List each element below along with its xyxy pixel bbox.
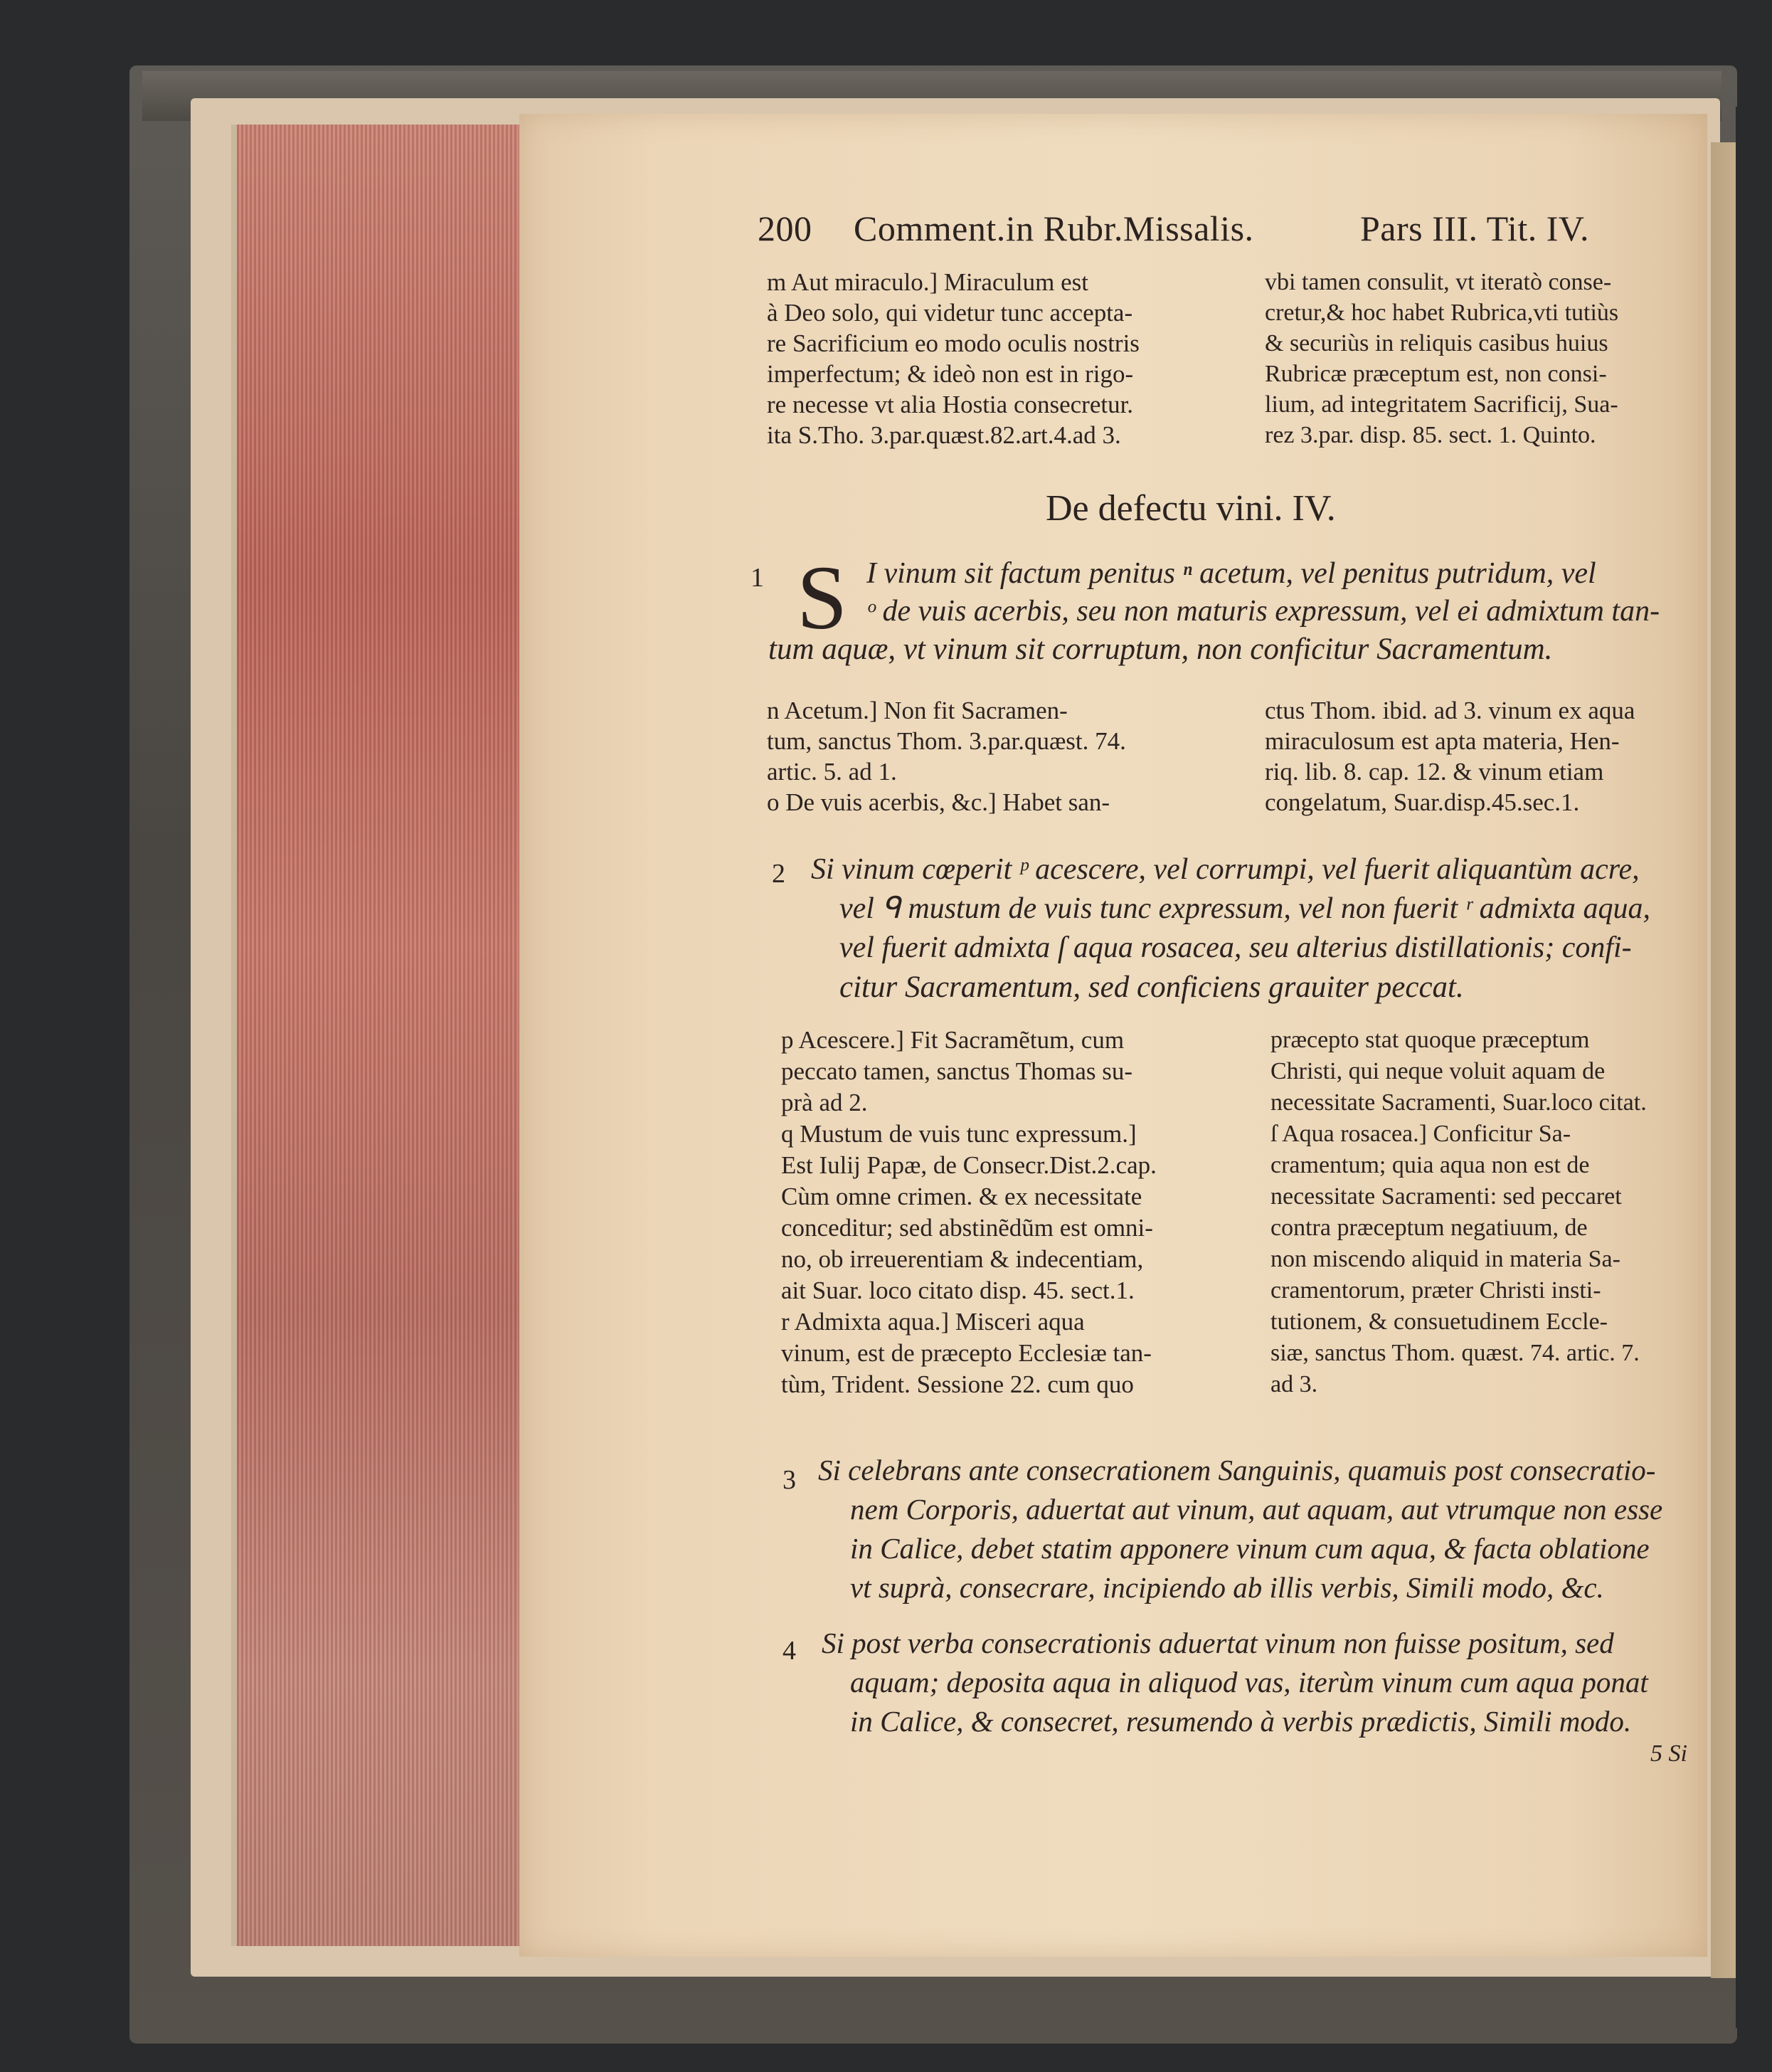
notes-pqrs-right — [1270, 1025, 1647, 1400]
note-line: congelatum, Suar.disp.45.sec.1. — [1265, 788, 1580, 816]
note-line: necessitate Sacramenti: sed peccaret — [1270, 1183, 1622, 1210]
note-line: contra præceptum negatiuum, de — [1270, 1215, 1588, 1241]
note-line: ad 3. — [1270, 1371, 1318, 1397]
note-line: no, ob irreuerentiam & indecentiam, — [781, 1245, 1144, 1273]
notes-m-left — [767, 267, 1140, 450]
note-line: cramentum; quia aqua non est de — [1270, 1152, 1590, 1178]
note-line: cretur,& hoc habet Rubrica,vti tutiùs — [1265, 300, 1619, 326]
note-line: ita S.Tho. 3.par.quæst.82.art.4.ad 3. — [767, 421, 1121, 449]
page-number: 200 — [758, 208, 812, 248]
catchword: 5 Si — [1650, 1740, 1687, 1767]
note-line: tutionem, & consuetudinem Eccle- — [1270, 1309, 1608, 1335]
background-strip — [1736, 107, 1772, 2028]
note-line: p Acescere.] Fit Sacramẽtum, cum — [781, 1026, 1125, 1054]
note-line: miraculosum est apta materia, Hen- — [1265, 727, 1620, 755]
note-line: riq. lib. 8. cap. 12. & vinum etiam — [1265, 758, 1604, 786]
rubric-4-line: aquam; deposita aqua in aliquod vas, iterùm vinum cum aqua ponat — [850, 1666, 1648, 1698]
rubric-number: 1 — [750, 563, 764, 593]
note-line: & securiùs in reliquis casibus huius — [1265, 330, 1608, 356]
note-line: necessitate Sacramenti, Suar.loco citat. — [1270, 1089, 1647, 1116]
rubric-3-line: vt suprà, consecrare, incipiendo ab illis verbis, Simili modo, &c. — [850, 1571, 1604, 1604]
section-label: Pars III. Tit. IV. — [1360, 208, 1590, 248]
rubric-number: 4 — [782, 1636, 796, 1666]
note-line: Est Iulij Papæ, de Consecr.Dist.2.cap. — [781, 1151, 1157, 1179]
note-line: tùm, Trident. Sessione 22. cum quo — [781, 1370, 1134, 1398]
rubric-2-line: vel ᑫ mustum de vuis tunc expressum, vel non fuerit ʳ admixta aqua, — [839, 892, 1650, 925]
note-line: rez 3.par. disp. 85. sect. 1. Quinto. — [1265, 422, 1596, 448]
note-line: conceditur; sed abstinẽdũm est omni- — [781, 1214, 1153, 1242]
section-heading: De defectu vini. IV. — [1046, 488, 1336, 529]
notes-pqrs-left — [781, 1025, 1157, 1400]
note-line: re Sacrificium eo modo oculis nostris — [767, 329, 1140, 357]
note-line: vinum, est de præcepto Ecclesiæ tan- — [781, 1339, 1152, 1367]
rubric-3-line: in Calice, debet statim apponere vinum cum aqua, & facta oblatione — [850, 1532, 1650, 1565]
note-line: r Admixta aqua.] Misceri aqua — [781, 1308, 1085, 1336]
note-line: lium, ad integritatem Sacrificij, Sua- — [1265, 391, 1618, 418]
rubric-2-line: citur Sacramentum, sed conficiens grauiter peccat. — [839, 971, 1464, 1004]
red-page-edges — [231, 125, 554, 1946]
note-line: non miscendo aliquid in materia Sa- — [1270, 1246, 1620, 1272]
note-line: imperfectum; & ideò non est in rigo- — [767, 360, 1134, 388]
rubric-1-line: ᵒ de vuis acerbis, seu non maturis expressum, vel ei admixtum tan- — [866, 595, 1660, 628]
note-line: peccato tamen, sanctus Thomas su- — [781, 1057, 1133, 1085]
note-line: ſ Aqua rosacea.] Conficitur Sa- — [1270, 1121, 1571, 1147]
rubric-4-line: in Calice, & consecret, resumendo à verbis prædictis, Simili modo. — [850, 1705, 1632, 1738]
rubric-2-line: vel fuerit admixta ſ aqua rosacea, seu alterius distillationis; confi- — [839, 931, 1632, 964]
rubric-1-line: I vinum sit factum penitus ⁿ acetum, vel penitus putridum, vel — [866, 557, 1596, 590]
rubric-4-line: Si post verba consecrationis aduertat vinum non fuisse positum, sed — [822, 1627, 1614, 1659]
note-line: o De vuis acerbis, &c.] Habet san- — [767, 788, 1110, 816]
note-line: Cùm omne crimen. & ex necessitate — [781, 1183, 1142, 1210]
note-line: Rubricæ præceptum est, non consi- — [1265, 361, 1607, 387]
rubric-number: 2 — [772, 859, 785, 889]
rubric-number: 3 — [782, 1465, 796, 1495]
notes-no-left — [767, 695, 1126, 818]
rubric-3-line: nem Corporis, aduertat aut vinum, aut aquam, aut vtrumque non esse — [850, 1493, 1663, 1526]
drop-cap: S — [797, 547, 848, 648]
notes-m-right — [1265, 267, 1618, 450]
rubric-1-line: tum aquæ, vt vinum sit corruptum, non conficitur Sacramentum. — [768, 633, 1553, 666]
note-line: cramentorum, præter Christi insti- — [1270, 1277, 1601, 1304]
note-line: Christi, qui neque voluit aquam de — [1270, 1058, 1606, 1084]
rubric-2-line: Si vinum cœperit ᵖ acescere, vel corrumpi, vel fuerit aliquantùm acre, — [811, 853, 1640, 886]
note-line: n Acetum.] Non fit Sacramen- — [767, 697, 1068, 724]
note-line: ait Suar. loco citato disp. 45. sect.1. — [781, 1276, 1135, 1304]
note-line: m Aut miraculo.] Miraculum est — [767, 268, 1088, 296]
notes-no-right — [1265, 695, 1635, 818]
note-line: tum, sanctus Thom. 3.par.quæst. 74. — [767, 727, 1126, 755]
note-line: ctus Thom. ibid. ad 3. vinum ex aqua — [1265, 697, 1635, 724]
note-line: siæ, sanctus Thom. quæst. 74. artic. 7. — [1270, 1340, 1640, 1366]
note-line: artic. 5. ad 1. — [767, 758, 897, 786]
note-line: à Deo solo, qui videtur tunc accepta- — [767, 299, 1133, 327]
note-line: prà ad 2. — [781, 1089, 868, 1116]
rubric-3-line: Si celebrans ante consecrationem Sanguinis, quamuis post consecratio- — [818, 1454, 1656, 1486]
note-line: q Mustum de vuis tunc expressum.] — [781, 1120, 1137, 1148]
note-line: præcepto stat quoque præceptum — [1270, 1027, 1590, 1053]
running-title: Comment.in Rubr.Missalis. — [854, 208, 1254, 248]
note-line: vbi tamen consulit, vt iteratò conse- — [1265, 269, 1612, 295]
note-line: re necesse vt alia Hostia consecretur. — [767, 391, 1134, 418]
